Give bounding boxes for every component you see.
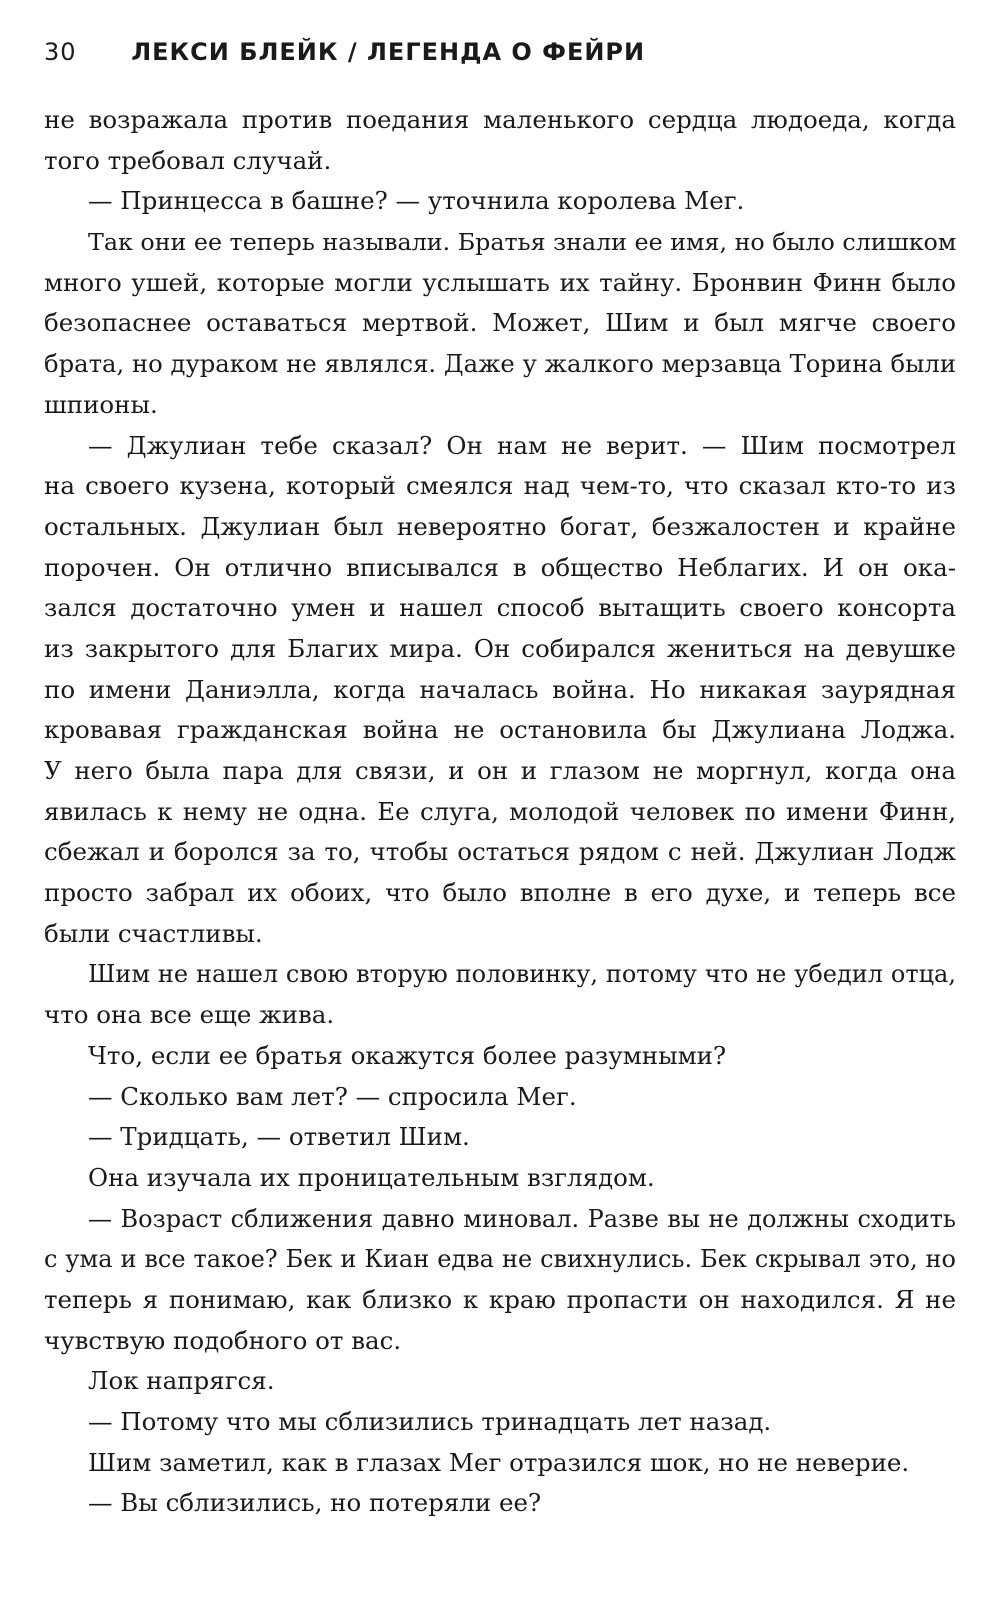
text-line: много ушей, которые могли услышать их тайну. Бронвин Финн было bbox=[44, 267, 956, 297]
text-line: Лок напрягся. bbox=[88, 1366, 275, 1396]
text-line: — Сколько вам лет? — спросила Мег. bbox=[88, 1081, 577, 1111]
text-line: просто забрал их обоих, что было вполне в его духе, и теперь все bbox=[44, 878, 956, 908]
text-line: по имени Даниэлла, когда началась война. Но никакая заурядная bbox=[44, 674, 956, 704]
text-line: безопаснее оставаться мертвой. Может, Шим и был мягче своего bbox=[44, 308, 956, 338]
text-line: остальных. Джулиан был невероятно богат, безжалостен и крайне bbox=[44, 511, 956, 541]
running-header bbox=[44, 38, 645, 66]
text-line: теперь я понимаю, как близко к краю пропасти он находился. Я не bbox=[44, 1284, 956, 1314]
running-title: ЛЕКСИ БЛЕЙК / ЛЕГЕНДА О ФЕЙРИ bbox=[131, 38, 646, 66]
text-line: Так они ее теперь называли. Братья знали ее имя, но было слишком bbox=[88, 228, 956, 257]
text-line: были счастливы. bbox=[44, 918, 263, 948]
text-line: Шим не нашел свою вторую половинку, потому что не убедил отца, bbox=[88, 960, 956, 989]
text-line: сбежал и боролся за то, чтобы остаться рядом с ней. Джулиан Лодж bbox=[44, 837, 956, 867]
text-line: шпионы. bbox=[44, 389, 158, 419]
text-line: У него была пара для связи, и он и глазом не моргнул, когда она bbox=[44, 756, 956, 785]
text-line: из закрытого для Благих мира. Он собирался жениться на девушке bbox=[44, 633, 956, 663]
text-line: явилась к нему не одна. Ее слуга, молодой человек по имени Финн, bbox=[44, 796, 956, 826]
text-line: того требовал случай. bbox=[44, 145, 332, 175]
text-line: чувствую подобного от вас. bbox=[44, 1325, 402, 1355]
text-line: брата, но дураком не являлся. Даже у жалкого мерзавца Торина были bbox=[44, 349, 956, 379]
text-line: Она изучала их проницательным взглядом. bbox=[88, 1162, 655, 1192]
text-line: порочен. Он отлично вписывался в общество Неблагих. И он ока- bbox=[44, 552, 956, 582]
text-line: — Принцесса в башне? — уточнила королева Мег. bbox=[88, 186, 745, 216]
text-line: на своего кузена, который смеялся над чем-то, что сказал кто-то из bbox=[44, 471, 956, 501]
text-line: зался достаточно умен и нашел способ вытащить своего консорта bbox=[44, 593, 956, 623]
text-line: — Возраст сближения давно миновал. Разве вы не должны сходить bbox=[88, 1204, 956, 1233]
text-line: Шим заметил, как в глазах Мег отразился шок, но не неверие. bbox=[88, 1447, 910, 1477]
text-line: — Джулиан тебе сказал? Он нам не верит. — Шим посмотрел bbox=[88, 430, 956, 460]
text-line: кровавая гражданская война не остановила бы Джулиана Лоджа. bbox=[44, 715, 956, 745]
text-line: — Тридцать, — ответил Шим. bbox=[88, 1122, 470, 1152]
text-line: Что, если ее братья окажутся более разумными? bbox=[88, 1040, 727, 1070]
page-number: 30 bbox=[44, 38, 77, 66]
text-line: что она все еще жива. bbox=[44, 1000, 335, 1030]
text-line: — Вы сблизились, но потеряли ее? bbox=[88, 1488, 542, 1518]
text-line: — Потому что мы сблизились тринадцать лет назад. bbox=[88, 1407, 772, 1436]
text-line: не возражала против поедания маленького сердца людоеда, когда bbox=[44, 105, 956, 134]
text-line: с ума и все такое? Бек и Киан едва не свихнулись. Бек скрывал это, но bbox=[44, 1245, 956, 1274]
page-text bbox=[44, 100, 956, 1524]
